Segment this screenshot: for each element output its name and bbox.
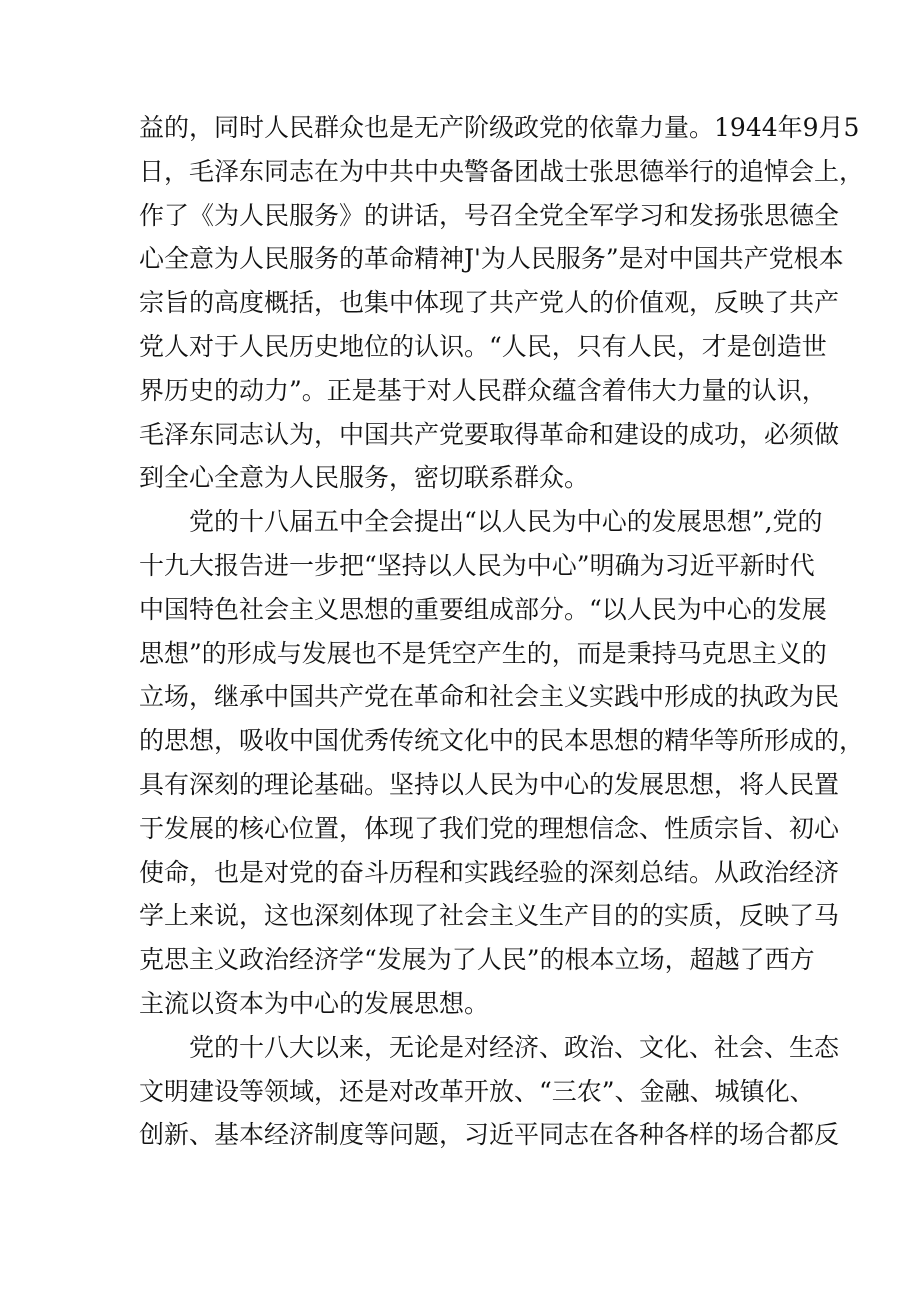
paragraph-2-line: 具有深刻的理论基础。坚持以人民为中心的发展思想，将人民置 xyxy=(139,769,840,799)
document-body xyxy=(139,106,865,1157)
paragraph-2-line: 学上来说，这也深刻体现了社会主义生产目的的实质，反映了马 xyxy=(139,901,840,931)
paragraph-1-line: 界历史的动力”。正是基于对人民群众蕴含着伟大力量的认识， xyxy=(139,375,827,405)
paragraph-2-line: 思想”的形成与发展也不是凭空产生的，而是秉持马克思主义的 xyxy=(139,638,827,668)
paragraph-3-line: 文明建设等领域，还是对改革开放、“三农”、金融、城镇化、 xyxy=(139,1076,815,1106)
paragraph-1-line: 毛泽东同志认为，中国共产党要取得革命和建设的成功，必须做 xyxy=(139,419,840,449)
paragraph-3-line: 党的十八大以来，无论是对经济、政治、文化、社会、生态 xyxy=(189,1032,840,1062)
paragraph-1-line: 益的，同时人民群众也是无产阶级政党的依靠力量。1944年9月5 xyxy=(139,113,860,142)
paragraph-3-line: 创新、基本经济制度等问题，习近平同志在各种各样的场合都反 xyxy=(139,1120,840,1150)
paragraph-2-line: 中国特色社会主义思想的重要组成部分。“以人民为中心的发展 xyxy=(139,594,827,624)
paragraph-2-line: 立场，继承中国共产党在革命和社会主义实践中形成的执政为民 xyxy=(139,682,840,712)
paragraph-2-line: 党的十八届五中全会提出“以人民为中心的发展思想”,党的 xyxy=(189,507,823,537)
paragraph-2-line: 十九大报告进一步把“坚持以人民为中心”明确为习近平新时代 xyxy=(139,550,815,580)
paragraph-2-line: 于发展的核心位置，体现了我们党的理想信念、性质宗旨、初心 xyxy=(139,813,840,843)
paragraph-1-line: 作了《为人民服务》的讲话，号召全党全军学习和发扬张思德全 xyxy=(139,200,840,230)
paragraph-2-line: 克思主义政治经济学“发展为了人民”的根本立场，超越了西方 xyxy=(139,945,815,975)
paragraph-1-line: 宗旨的高度概括，也集中体现了共产党人的价值观，反映了共产 xyxy=(139,288,840,318)
paragraph-1-line: 日，毛泽东同志在为中共中央警备团战士张思德举行的追悼会上， xyxy=(139,156,865,186)
paragraph-1-line: 党人对于人民历史地位的认识。“人民，只有人民，才是创造世 xyxy=(139,331,827,361)
paragraph-1-line: 到全心全意为人民服务，密切联系群众。 xyxy=(139,463,590,493)
paragraph-2-line: 主流以资本为中心的发展思想。 xyxy=(139,988,490,1018)
paragraph-1-line: 心全意为人民服务的革命精神J'为人民服务”是对中国共产党根本 xyxy=(139,244,844,274)
paragraph-2-line: 使命，也是对党的奋斗历程和实践经验的深刻总结。从政治经济 xyxy=(139,857,840,887)
paragraph-2-line: 的思想，吸收中国优秀传统文化中的民本思想的精华等所形成的， xyxy=(139,726,865,756)
